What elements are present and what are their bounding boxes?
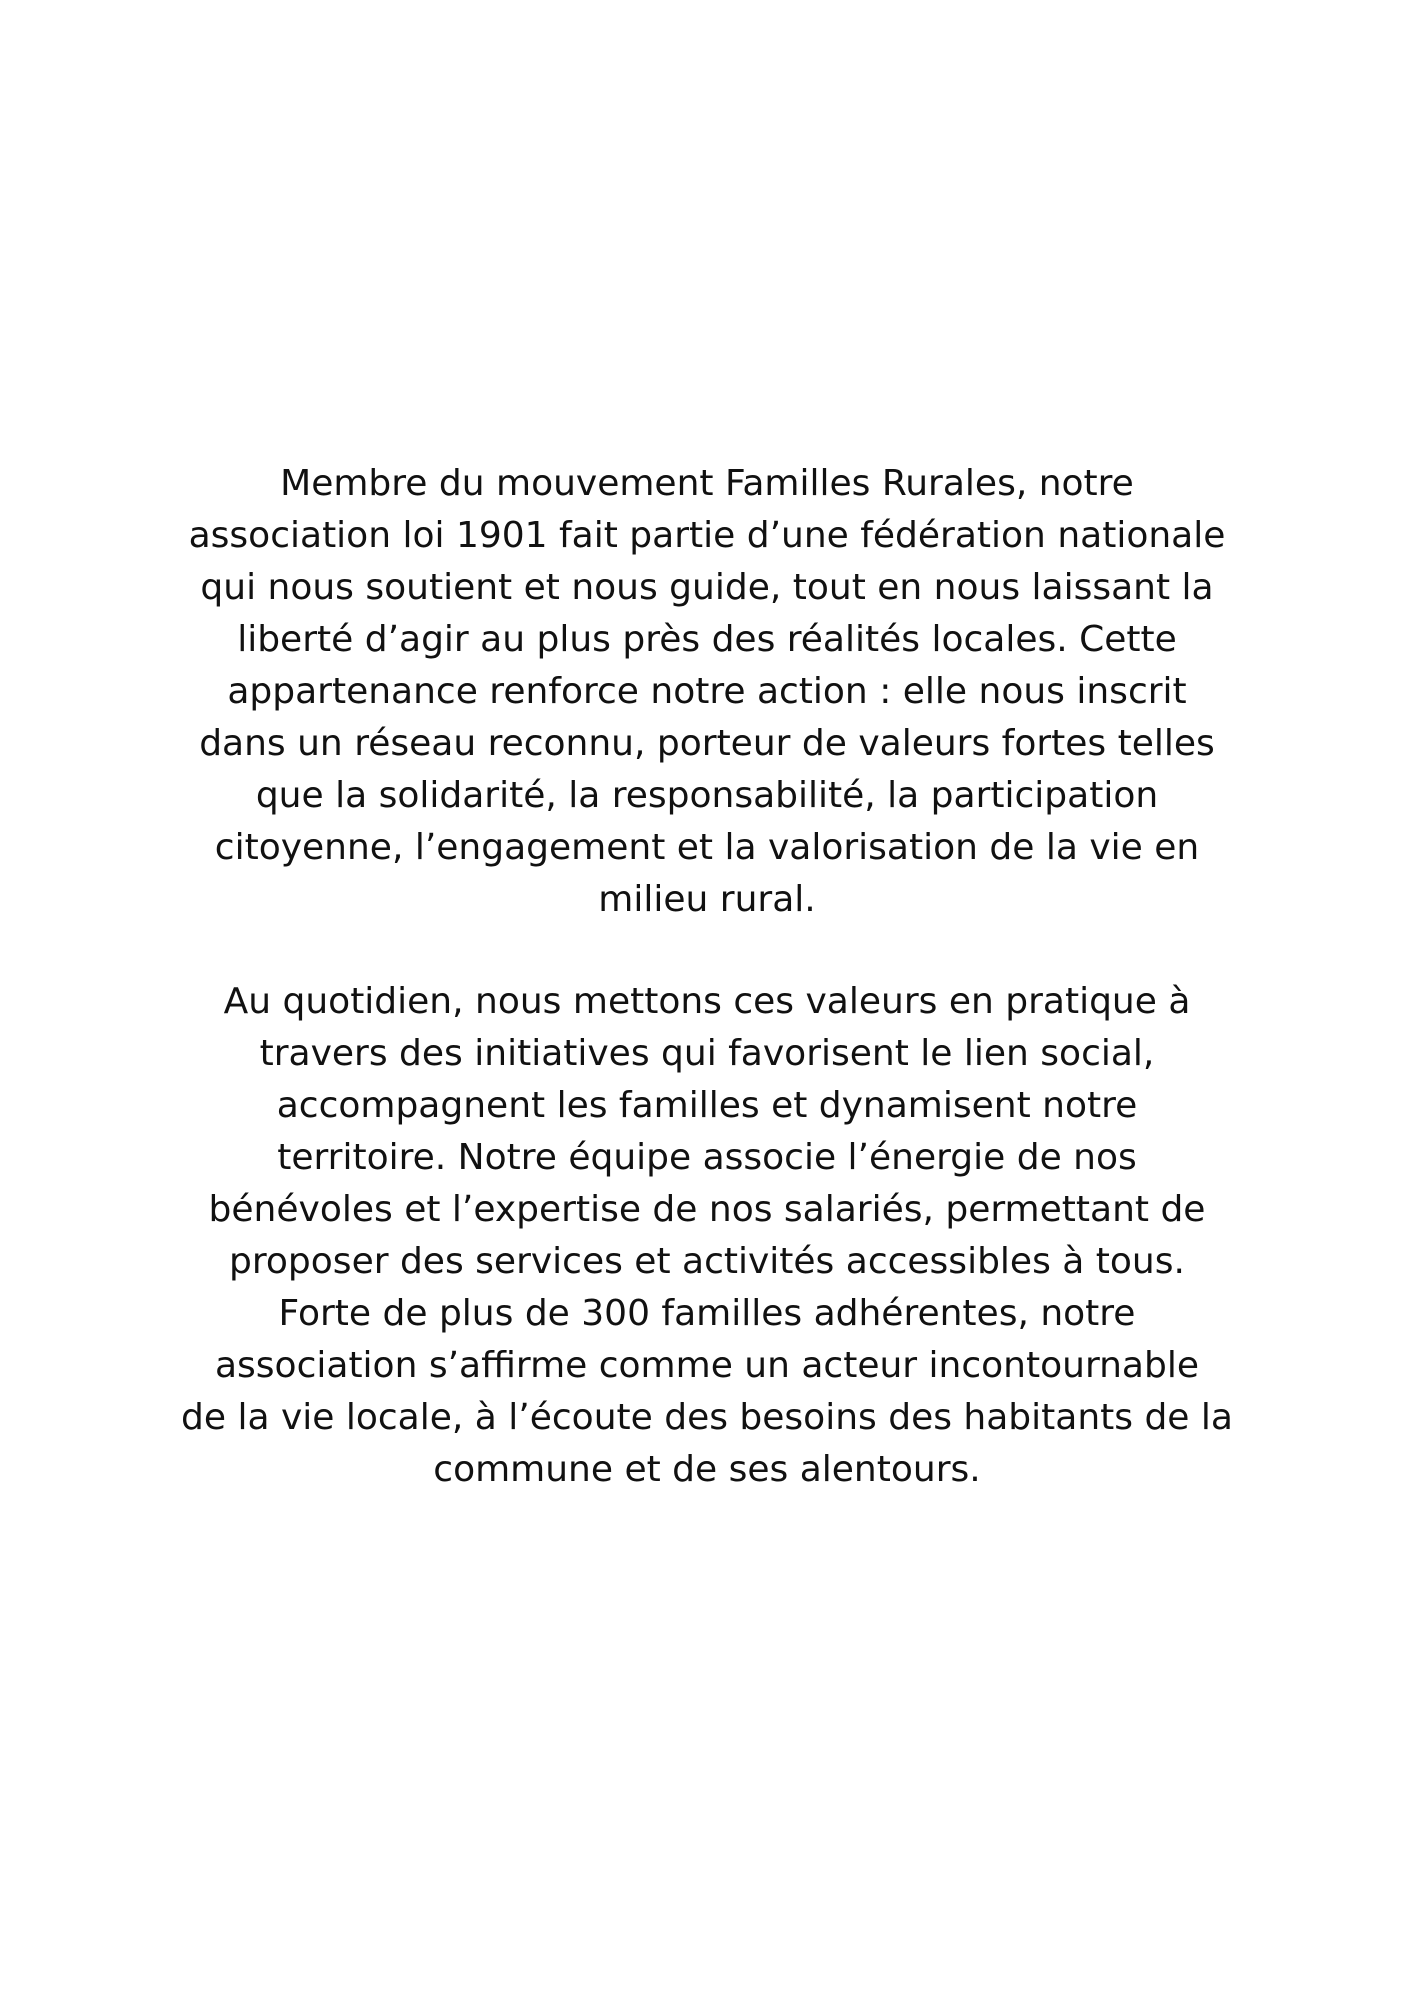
paragraph-line: dans un réseau reconnu, porteur de valeurs fortes telles [199,723,1215,764]
paragraph-line: territoire. Notre équipe associe l’énergie de nos [277,1137,1137,1178]
paragraph-au-quotidien [140,976,1274,1496]
paragraph-line: Forte de plus de 300 familles adhérentes, notre [278,1293,1136,1334]
paragraph-line: de la vie locale, à l’écoute des besoins des habitants de la [181,1397,1233,1438]
paragraph-line: accompagnent les familles et dynamisent notre [276,1085,1138,1126]
paragraph-line: citoyenne, l’engagement et la valorisation de la vie en [214,827,1200,868]
paragraph-line: liberté d’agir au plus près des réalités locales. Cette [237,619,1177,660]
paragraph-familles-rurales [140,458,1274,926]
paragraph-line: bénévoles et l’expertise de nos salariés, permettant de [208,1189,1206,1230]
paragraph-line: association loi 1901 fait partie d’une fédération nationale [188,515,1226,556]
paragraph-line: que la solidarité, la responsabilité, la participation [255,775,1159,816]
paragraph-line: association s’affirme comme un acteur incontournable [214,1345,1199,1386]
paragraph-line: milieu rural. [598,879,816,920]
paragraph-line: commune et de ses alentours. [433,1449,981,1490]
paragraph-line: travers des initiatives qui favorisent le lien social, [259,1033,1155,1074]
paragraph-line: proposer des services et activités accessibles à tous. [229,1241,1185,1282]
paragraph-line: appartenance renforce notre action : elle nous inscrit [227,671,1187,712]
paragraph-line: Au quotidien, nous mettons ces valeurs en pratique à [223,981,1191,1022]
paragraph-line: Membre du mouvement Familles Rurales, notre [280,463,1134,504]
paragraph-line: qui nous soutient et nous guide, tout en nous laissant la [200,567,1214,608]
